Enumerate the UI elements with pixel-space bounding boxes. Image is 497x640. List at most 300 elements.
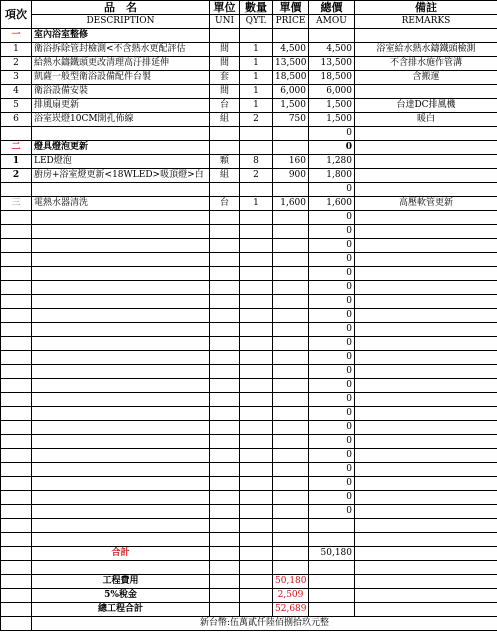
spacer-cell xyxy=(210,561,240,575)
item-description: 浴室崁燈10CM開孔佈線 xyxy=(32,113,210,127)
item-remarks xyxy=(355,281,497,295)
item-unit xyxy=(210,435,240,449)
blank-row xyxy=(1,463,497,477)
item-amount: 13,500 xyxy=(309,57,355,71)
item-price: 1,600 xyxy=(273,197,309,211)
item-remarks xyxy=(355,379,497,393)
item-remarks xyxy=(355,169,497,183)
summary-remarks-cell xyxy=(355,575,497,589)
item-qty xyxy=(240,127,273,141)
final-amount-text: 新台幣:伍萬貳仟陸佰捌拾玖元整 xyxy=(32,617,497,631)
unit-header-zh: 單位 xyxy=(210,1,240,15)
item-no xyxy=(1,267,32,281)
section-row xyxy=(1,29,497,43)
blank-row xyxy=(1,337,497,351)
blank-row xyxy=(1,519,497,533)
item-no: 4 xyxy=(1,85,32,99)
summary-row-cost xyxy=(1,575,497,589)
item-price xyxy=(273,533,309,547)
spacer-cell xyxy=(309,561,355,575)
summary-unit-cell xyxy=(210,589,240,603)
item-amount: 1,600 xyxy=(309,197,355,211)
item-amount: 0 xyxy=(309,365,355,379)
spacer-cell xyxy=(240,561,273,575)
item-unit xyxy=(210,239,240,253)
item-qty xyxy=(240,393,273,407)
item-remarks xyxy=(355,477,497,491)
item-unit xyxy=(210,141,240,155)
spacer-cell xyxy=(273,561,309,575)
item-price xyxy=(273,365,309,379)
item-amount: 0 xyxy=(309,477,355,491)
blank-row xyxy=(1,533,497,547)
item-remarks xyxy=(355,407,497,421)
item-qty xyxy=(240,183,273,197)
blank-row xyxy=(1,379,497,393)
item-no xyxy=(1,225,32,239)
item-price xyxy=(273,519,309,533)
item-qty xyxy=(240,421,273,435)
item-price xyxy=(273,281,309,295)
item-amount: 18,500 xyxy=(309,71,355,85)
item-no xyxy=(1,435,32,449)
blank-row xyxy=(1,267,497,281)
item-remarks: 不含排水施作管溝 xyxy=(355,57,497,71)
item-amount: 0 xyxy=(309,421,355,435)
item-amount: 0 xyxy=(309,323,355,337)
item-description xyxy=(32,211,210,225)
summary-remarks-cell xyxy=(355,589,497,603)
item-price xyxy=(273,29,309,43)
blank-row xyxy=(1,281,497,295)
blank-row xyxy=(1,421,497,435)
item-qty xyxy=(240,519,273,533)
final-no-cell xyxy=(1,617,32,631)
item-amount: 0 xyxy=(309,393,355,407)
item-qty xyxy=(240,267,273,281)
header-row-en xyxy=(1,15,497,29)
item-remarks xyxy=(355,365,497,379)
item-qty xyxy=(240,365,273,379)
item-remarks xyxy=(355,211,497,225)
blank-row xyxy=(1,309,497,323)
item-remarks xyxy=(355,239,497,253)
summary-amount-cell xyxy=(309,589,355,603)
summary-amount-cell xyxy=(309,575,355,589)
amount-header-en: AMOU xyxy=(309,15,355,29)
item-description: 廚房+浴室燈更新<18WLED>吸頂燈>白 xyxy=(32,169,210,183)
item-unit: 台 xyxy=(210,99,240,113)
item-description xyxy=(32,295,210,309)
blank-row xyxy=(1,351,497,365)
blank-row xyxy=(1,505,497,519)
item-amount: 0 xyxy=(309,351,355,365)
item-no xyxy=(1,211,32,225)
item-unit xyxy=(210,365,240,379)
item-unit xyxy=(210,505,240,519)
item-no: 三 xyxy=(1,197,32,211)
item-unit: 顆 xyxy=(210,155,240,169)
blank-row xyxy=(1,225,497,239)
item-description xyxy=(32,421,210,435)
spacer-cell xyxy=(1,561,32,575)
item-price xyxy=(273,449,309,463)
item-price: 160 xyxy=(273,155,309,169)
summary-unit-cell xyxy=(210,603,240,617)
summary-no-cell xyxy=(1,603,32,617)
item-description xyxy=(32,505,210,519)
item-qty xyxy=(240,379,273,393)
item-unit xyxy=(210,225,240,239)
item-qty xyxy=(240,505,273,519)
item-remarks xyxy=(355,253,497,267)
blank-row xyxy=(1,393,497,407)
item-description xyxy=(32,379,210,393)
item-amount: 0 xyxy=(309,407,355,421)
item-price xyxy=(273,211,309,225)
table-row xyxy=(1,169,497,183)
blank-row xyxy=(1,253,497,267)
item-description xyxy=(32,183,210,197)
item-price xyxy=(273,337,309,351)
spacer-cell xyxy=(355,561,497,575)
summary-no-cell xyxy=(1,589,32,603)
summary-qty-cell xyxy=(240,603,273,617)
subtotal-amount: 50,180 xyxy=(309,547,355,561)
item-qty xyxy=(240,141,273,155)
grand-total-value: 52,689 xyxy=(273,603,309,617)
item-unit xyxy=(210,477,240,491)
item-remarks xyxy=(355,127,497,141)
item-unit xyxy=(210,491,240,505)
item-remarks xyxy=(355,337,497,351)
item-amount: 0 xyxy=(309,281,355,295)
item-no xyxy=(1,519,32,533)
item-description xyxy=(32,463,210,477)
blank-row xyxy=(1,323,497,337)
item-description xyxy=(32,127,210,141)
item-amount: 0 xyxy=(309,309,355,323)
item-remarks xyxy=(355,267,497,281)
header-row-zh xyxy=(1,1,497,15)
subtotal-no-cell xyxy=(1,547,32,561)
blank-row xyxy=(1,491,497,505)
item-no xyxy=(1,323,32,337)
item-remarks xyxy=(355,463,497,477)
qty-header-en: QYT. xyxy=(240,15,273,29)
item-no xyxy=(1,505,32,519)
item-amount xyxy=(309,29,355,43)
item-remarks xyxy=(355,225,497,239)
summary-remarks-cell xyxy=(355,603,497,617)
item-description xyxy=(32,225,210,239)
item-qty: 1 xyxy=(240,57,273,71)
item-qty xyxy=(240,309,273,323)
item-unit xyxy=(210,211,240,225)
item-unit xyxy=(210,393,240,407)
item-amount: 0 xyxy=(309,211,355,225)
engineering-cost-label: 工程費用 xyxy=(32,575,210,589)
spacer-cell xyxy=(32,561,210,575)
item-remarks xyxy=(355,491,497,505)
item-description: 室內浴室整修 xyxy=(32,29,210,43)
item-remarks xyxy=(355,295,497,309)
item-no xyxy=(1,281,32,295)
summary-amount-cell xyxy=(309,603,355,617)
item-no: 2 xyxy=(1,169,32,183)
amount-header-zh: 總價 xyxy=(309,1,355,15)
item-no: 1 xyxy=(1,155,32,169)
subtotal-remarks-cell xyxy=(355,547,497,561)
item-no-header: 項次 xyxy=(1,1,32,29)
item-amount: 0 xyxy=(309,435,355,449)
tax-label: 5%稅金 xyxy=(32,589,210,603)
item-amount: 0 xyxy=(309,491,355,505)
item-remarks xyxy=(355,85,497,99)
item-remarks xyxy=(355,393,497,407)
item-remarks xyxy=(355,323,497,337)
item-unit xyxy=(210,281,240,295)
item-no: 5 xyxy=(1,99,32,113)
item-description xyxy=(32,309,210,323)
item-price: 900 xyxy=(273,169,309,183)
item-description xyxy=(32,365,210,379)
item-unit xyxy=(210,127,240,141)
item-description xyxy=(32,239,210,253)
item-price xyxy=(273,295,309,309)
blank-row xyxy=(1,183,497,197)
description-header-zh: 品 名 xyxy=(32,1,210,15)
item-no xyxy=(1,127,32,141)
item-description xyxy=(32,519,210,533)
item-amount: 0 xyxy=(309,463,355,477)
item-no xyxy=(1,183,32,197)
blank-row xyxy=(1,239,497,253)
item-price xyxy=(273,127,309,141)
blank-row xyxy=(1,407,497,421)
item-no: 二 xyxy=(1,141,32,155)
item-amount: 1,500 xyxy=(309,99,355,113)
item-qty xyxy=(240,323,273,337)
item-price xyxy=(273,253,309,267)
item-no xyxy=(1,393,32,407)
item-no xyxy=(1,309,32,323)
item-qty: 1 xyxy=(240,99,273,113)
item-unit xyxy=(210,183,240,197)
item-description xyxy=(32,393,210,407)
item-description xyxy=(32,323,210,337)
table-row xyxy=(1,197,497,211)
item-description xyxy=(32,267,210,281)
blank-row xyxy=(1,295,497,309)
item-unit xyxy=(210,379,240,393)
item-no xyxy=(1,463,32,477)
item-no xyxy=(1,337,32,351)
item-remarks xyxy=(355,309,497,323)
item-qty: 2 xyxy=(240,169,273,183)
item-qty xyxy=(240,295,273,309)
blank-row xyxy=(1,127,497,141)
item-remarks: 台達DC排風機 xyxy=(355,99,497,113)
item-qty xyxy=(240,337,273,351)
item-description xyxy=(32,491,210,505)
item-remarks xyxy=(355,155,497,169)
item-unit xyxy=(210,351,240,365)
item-no xyxy=(1,351,32,365)
subtotal-row xyxy=(1,547,497,561)
item-remarks xyxy=(355,29,497,43)
summary-unit-cell xyxy=(210,575,240,589)
item-price: 4,500 xyxy=(273,43,309,57)
item-unit xyxy=(210,267,240,281)
item-amount: 0 xyxy=(309,449,355,463)
item-unit xyxy=(210,463,240,477)
item-price xyxy=(273,351,309,365)
item-no xyxy=(1,407,32,421)
item-price xyxy=(273,183,309,197)
item-description: 給熱水鑄鐵頭更改清理高汙排延伸 xyxy=(32,57,210,71)
item-remarks xyxy=(355,505,497,519)
blank-row xyxy=(1,211,497,225)
item-qty: 1 xyxy=(240,71,273,85)
item-unit xyxy=(210,323,240,337)
item-amount: 0 xyxy=(309,127,355,141)
item-unit: 組 xyxy=(210,113,240,127)
table-row xyxy=(1,85,497,99)
summary-qty-cell xyxy=(240,589,273,603)
item-qty xyxy=(240,253,273,267)
item-qty: 2 xyxy=(240,113,273,127)
item-amount: 0 xyxy=(309,379,355,393)
item-unit xyxy=(210,253,240,267)
item-unit: 間 xyxy=(210,57,240,71)
item-price xyxy=(273,505,309,519)
item-amount xyxy=(309,519,355,533)
summary-qty-cell xyxy=(240,575,273,589)
table-row xyxy=(1,155,497,169)
item-remarks xyxy=(355,533,497,547)
summary-no-cell xyxy=(1,575,32,589)
item-amount: 1,500 xyxy=(309,113,355,127)
engineering-cost-value: 50,180 xyxy=(273,575,309,589)
item-unit: 台 xyxy=(210,197,240,211)
item-no xyxy=(1,421,32,435)
item-qty xyxy=(240,225,273,239)
item-price xyxy=(273,309,309,323)
item-price xyxy=(273,463,309,477)
item-remarks: 高壓軟管更新 xyxy=(355,197,497,211)
item-description: 凱薩一般型衛浴設備配件台製 xyxy=(32,71,210,85)
item-remarks xyxy=(355,183,497,197)
remarks-header-zh: 備註 xyxy=(355,1,497,15)
table-row xyxy=(1,113,497,127)
item-remarks xyxy=(355,449,497,463)
item-unit xyxy=(210,407,240,421)
item-remarks xyxy=(355,421,497,435)
table-row xyxy=(1,43,497,57)
item-amount: 4,500 xyxy=(309,43,355,57)
item-qty xyxy=(240,449,273,463)
item-qty xyxy=(240,351,273,365)
item-unit: 套 xyxy=(210,71,240,85)
item-remarks xyxy=(355,519,497,533)
item-qty xyxy=(240,239,273,253)
item-amount: 0 xyxy=(309,239,355,253)
item-unit xyxy=(210,295,240,309)
item-unit: 組 xyxy=(210,169,240,183)
summary-row-tax xyxy=(1,589,497,603)
table-row xyxy=(1,99,497,113)
item-description: 排風扇更新 xyxy=(32,99,210,113)
description-header-en: DESCRIPTION xyxy=(32,15,210,29)
remarks-header-en: REMARKS xyxy=(355,15,497,29)
item-remarks: 浴室給水熱水鑄鐵頭檢測 xyxy=(355,43,497,57)
item-qty xyxy=(240,463,273,477)
item-description xyxy=(32,435,210,449)
item-unit xyxy=(210,29,240,43)
item-price: 6,000 xyxy=(273,85,309,99)
item-description: 衛浴拆除管封檢測<不含熱水更配評估 xyxy=(32,43,210,57)
item-unit xyxy=(210,309,240,323)
item-description xyxy=(32,533,210,547)
item-amount xyxy=(309,533,355,547)
item-amount: 0 xyxy=(309,505,355,519)
item-unit xyxy=(210,337,240,351)
item-qty xyxy=(240,491,273,505)
item-no: 6 xyxy=(1,113,32,127)
item-amount: 0 xyxy=(309,141,355,155)
item-price: 750 xyxy=(273,113,309,127)
item-price xyxy=(273,477,309,491)
item-amount: 6,000 xyxy=(309,85,355,99)
final-amount-row xyxy=(1,617,497,631)
item-remarks: 含搬運 xyxy=(355,71,497,85)
item-price xyxy=(273,393,309,407)
item-price xyxy=(273,225,309,239)
subtotal-label: 合計 xyxy=(32,547,210,561)
item-qty: 1 xyxy=(240,85,273,99)
item-amount: 0 xyxy=(309,295,355,309)
item-amount: 1,800 xyxy=(309,169,355,183)
item-price: 13,500 xyxy=(273,57,309,71)
item-description xyxy=(32,253,210,267)
subtotal-unit-cell xyxy=(210,547,240,561)
item-no xyxy=(1,379,32,393)
item-qty xyxy=(240,533,273,547)
item-qty xyxy=(240,477,273,491)
item-qty: 1 xyxy=(240,197,273,211)
item-qty xyxy=(240,29,273,43)
subtotal-price-cell xyxy=(273,547,309,561)
table-row xyxy=(1,57,497,71)
unit-header-en: UNI xyxy=(210,15,240,29)
item-price xyxy=(273,421,309,435)
item-remarks xyxy=(355,435,497,449)
item-no xyxy=(1,533,32,547)
item-description xyxy=(32,407,210,421)
blank-row xyxy=(1,477,497,491)
item-price xyxy=(273,323,309,337)
item-no: 一 xyxy=(1,29,32,43)
grand-total-label: 總工程合計 xyxy=(32,603,210,617)
item-description: LED燈泡 xyxy=(32,155,210,169)
item-unit xyxy=(210,519,240,533)
tax-value: 2,509 xyxy=(273,589,309,603)
item-no xyxy=(1,253,32,267)
item-no xyxy=(1,239,32,253)
qty-header-zh: 數量 xyxy=(240,1,273,15)
item-unit xyxy=(210,533,240,547)
